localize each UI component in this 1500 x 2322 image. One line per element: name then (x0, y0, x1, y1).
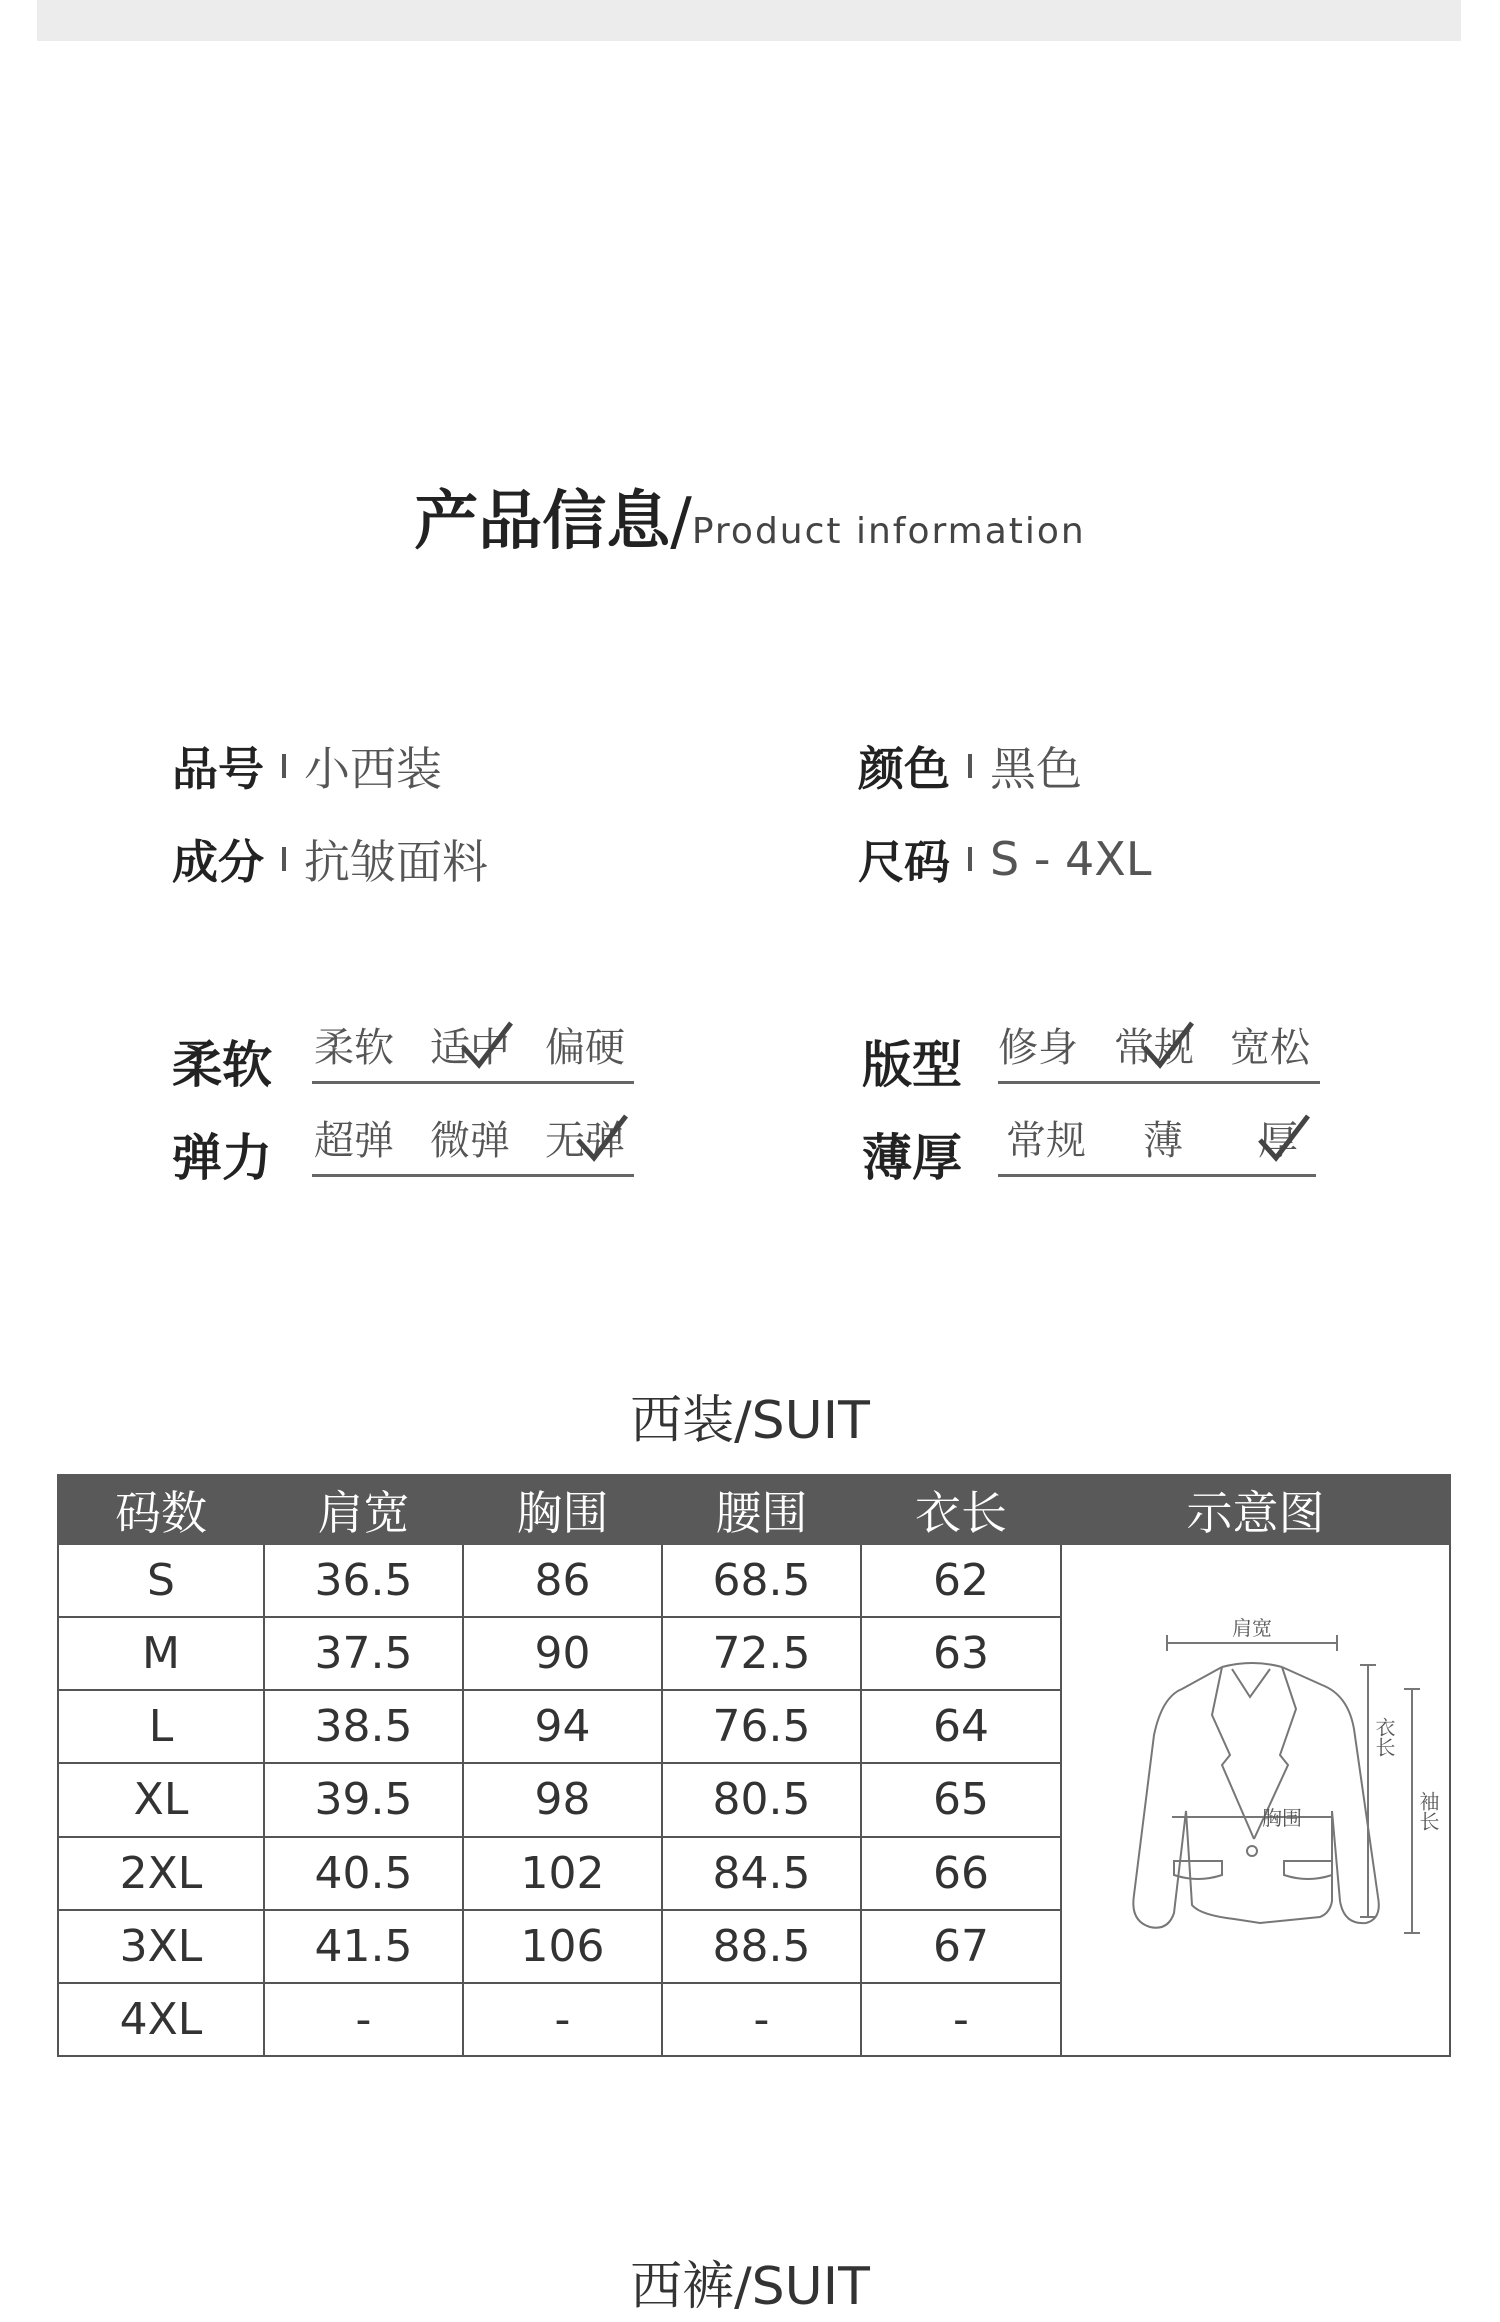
cell-length: 64 (861, 1690, 1061, 1763)
info-size-value: S - 4XL (990, 832, 1152, 886)
info-separator (968, 847, 972, 871)
check-icon (457, 1017, 515, 1075)
cell-length: 63 (861, 1617, 1061, 1690)
cell-waist: 80.5 (662, 1763, 861, 1836)
attr-fit-option-2: 常规 (1114, 1025, 1194, 1071)
cell-size: XL (58, 1763, 264, 1836)
attr-elasticity-option-1: 超弹 (314, 1118, 394, 1164)
top-bar (37, 0, 1461, 41)
cell-size: 4XL (58, 1983, 264, 2056)
info-color (858, 733, 1082, 799)
cell-chest: - (463, 1983, 662, 2056)
cell-shoulder: 41.5 (264, 1910, 463, 1983)
cell-waist: 76.5 (662, 1690, 861, 1763)
attr-thickness-label: 薄厚 (862, 1129, 962, 1187)
diagram-shoulder-label: 肩宽 (1232, 1616, 1272, 1640)
cell-length: 66 (861, 1837, 1061, 1910)
cell-waist: 84.5 (662, 1837, 861, 1910)
attr-elasticity-underline (312, 1174, 634, 1177)
diagram-cell (1061, 1544, 1450, 2056)
diagram-chest-label: 胸围 (1262, 1806, 1302, 1830)
info-color-label: 颜色 (858, 742, 950, 796)
attr-thickness-option-2: 薄 (1143, 1118, 1183, 1164)
cell-shoulder: - (264, 1983, 463, 2056)
pants-section-title: 西裤/SUIT (630, 2257, 870, 2317)
cell-length: - (861, 1983, 1061, 2056)
heading-slash: / (670, 485, 692, 559)
attr-fit-label: 版型 (862, 1036, 962, 1094)
attr-softness-label: 柔软 (172, 1036, 272, 1094)
header-chest: 胸围 (463, 1475, 662, 1544)
header-length: 衣长 (861, 1475, 1061, 1544)
info-color-value: 黑色 (990, 742, 1082, 796)
header-size: 码数 (58, 1475, 264, 1544)
diagram-sleeve-label: 袖长 (1416, 1791, 1440, 1831)
cell-chest: 94 (463, 1690, 662, 1763)
cell-length: 62 (861, 1544, 1061, 1617)
header-waist: 腰围 (662, 1475, 861, 1544)
info-material-value: 抗皱面料 (304, 835, 488, 889)
info-material (172, 826, 488, 892)
info-size (858, 826, 1151, 892)
attr-elasticity-option-3: 无弹 (545, 1118, 625, 1164)
cell-chest: 98 (463, 1763, 662, 1836)
check-icon (572, 1110, 630, 1168)
attr-fit-underline (998, 1081, 1320, 1084)
cell-size: 2XL (58, 1837, 264, 1910)
attr-softness-underline (312, 1081, 634, 1084)
size-table (57, 1474, 1451, 2057)
attr-elasticity-option-2: 微弹 (430, 1118, 510, 1164)
attr-softness-option-1: 柔软 (314, 1025, 394, 1071)
info-model-value: 小西装 (304, 742, 442, 796)
cell-waist: 88.5 (662, 1910, 861, 1983)
attr-softness-option-3: 偏硬 (545, 1025, 625, 1071)
cell-shoulder: 38.5 (264, 1690, 463, 1763)
heading-english: Product information (691, 511, 1086, 552)
jacket-diagram (1082, 1605, 1440, 2005)
cell-size: L (58, 1690, 264, 1763)
table-row (58, 1544, 1450, 1617)
check-icon (1254, 1110, 1312, 1168)
info-material-label: 成分 (172, 835, 264, 889)
cell-waist: 68.5 (662, 1544, 861, 1617)
cell-size: S (58, 1544, 264, 1617)
info-size-label: 尺码 (858, 835, 950, 889)
info-model-label: 品号 (172, 742, 264, 796)
table-header-row (58, 1475, 1450, 1544)
header-diagram: 示意图 (1061, 1475, 1450, 1544)
header-shoulder: 肩宽 (264, 1475, 463, 1544)
cell-chest: 90 (463, 1617, 662, 1690)
page-heading (0, 470, 1500, 562)
cell-shoulder: 36.5 (264, 1544, 463, 1617)
attr-fit-option-3: 宽松 (1230, 1025, 1310, 1071)
cell-shoulder: 40.5 (264, 1837, 463, 1910)
cell-shoulder: 37.5 (264, 1617, 463, 1690)
attr-thickness-option-1: 常规 (1006, 1118, 1086, 1164)
info-separator (282, 847, 286, 871)
info-model (172, 733, 442, 799)
heading-chinese: 产品信息 (414, 485, 671, 559)
cell-chest: 102 (463, 1837, 662, 1910)
diagram-length-label: 衣长 (1372, 1717, 1396, 1757)
attr-thickness-option-3: 厚 (1258, 1118, 1298, 1164)
attr-fit-option-1: 修身 (998, 1025, 1078, 1071)
check-icon (1138, 1017, 1196, 1075)
cell-length: 67 (861, 1910, 1061, 1983)
info-separator (968, 754, 972, 778)
cell-chest: 106 (463, 1910, 662, 1983)
attr-elasticity-label: 弹力 (172, 1129, 272, 1187)
attr-softness-option-2: 适中 (430, 1025, 510, 1071)
cell-waist: - (662, 1983, 861, 2056)
info-separator (282, 754, 286, 778)
suit-section-title: 西装/SUIT (630, 1391, 870, 1451)
attr-thickness-underline (998, 1174, 1316, 1177)
cell-size: M (58, 1617, 264, 1690)
cell-size: 3XL (58, 1910, 264, 1983)
cell-length: 65 (861, 1763, 1061, 1836)
cell-waist: 72.5 (662, 1617, 861, 1690)
cell-chest: 86 (463, 1544, 662, 1617)
cell-shoulder: 39.5 (264, 1763, 463, 1836)
